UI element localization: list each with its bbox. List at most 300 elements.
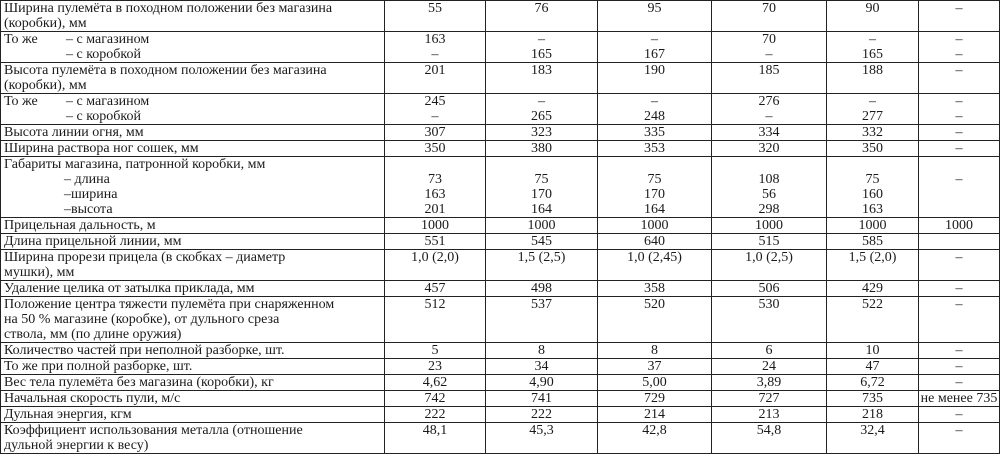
row-label-subitem: –ширина <box>64 187 118 202</box>
value-cell <box>712 423 827 454</box>
value-cell <box>919 359 1000 375</box>
value-cell <box>598 63 712 94</box>
table-row <box>1 141 1000 157</box>
cell-value: 167 <box>644 47 665 62</box>
cell-value: 45,3 <box>529 423 554 438</box>
row-label <box>1 359 385 375</box>
value-cell <box>598 32 712 63</box>
row-label <box>1 343 385 359</box>
row-label-line: (коробки), мм <box>4 78 87 93</box>
cell-value <box>712 157 826 172</box>
cell-value: 164 <box>644 202 665 217</box>
cell-value: не менее 735 <box>920 391 998 406</box>
cell-value: – <box>955 141 963 156</box>
cell-value: 47 <box>865 359 880 374</box>
value-cell <box>598 218 712 234</box>
row-label-line: Высота пулемёта в походном положении без магазина <box>4 63 327 78</box>
cell-value: 640 <box>644 234 665 249</box>
value-cell <box>385 297 486 343</box>
value-cell <box>919 234 1000 250</box>
cell-value: – <box>869 94 876 109</box>
value-cell <box>486 141 598 157</box>
cell-value: 248 <box>644 109 665 124</box>
value-cell <box>486 343 598 359</box>
row-label-subitem: –высота <box>64 202 113 217</box>
value-cell <box>712 141 827 157</box>
cell-value: 222 <box>531 407 552 422</box>
cell-value: 1,0 (2,5) <box>745 250 793 265</box>
value-cell <box>827 63 919 94</box>
value-cell <box>712 218 827 234</box>
cell-value: 350 <box>424 141 446 156</box>
value-cell <box>385 1 486 32</box>
cell-value: 380 <box>531 141 552 156</box>
value-cell <box>919 281 1000 297</box>
value-cell <box>712 234 827 250</box>
row-label-line: Начальная скорость пули, м/с <box>4 391 181 406</box>
value-cell <box>827 250 919 281</box>
table-row <box>1 32 1000 63</box>
cell-value: 741 <box>531 391 552 406</box>
value-cell <box>712 375 827 391</box>
row-label <box>1 94 385 125</box>
table-row <box>1 391 1000 407</box>
value-cell <box>598 1 712 32</box>
cell-value: – <box>538 32 545 47</box>
value-cell <box>919 63 1000 94</box>
value-cell <box>486 359 598 375</box>
cell-value: 1,5 (2,5) <box>517 250 566 265</box>
cell-value: – <box>955 63 963 78</box>
row-label-line: Положение центра тяжести пулемёта при снаряженном <box>4 297 335 312</box>
cell-value: 76 <box>534 1 549 16</box>
cell-value <box>486 157 597 172</box>
row-label <box>1 157 385 218</box>
value-cell <box>919 391 1000 407</box>
value-cell <box>385 234 486 250</box>
value-cell <box>385 281 486 297</box>
cell-value <box>827 157 918 172</box>
value-cell <box>385 407 486 423</box>
row-label-line: Удаление целика от затылка приклада, мм <box>4 281 255 296</box>
cell-value: 95 <box>647 1 662 16</box>
cell-value: 320 <box>758 141 780 156</box>
cell-value: 170 <box>644 187 665 202</box>
cell-value: 1000 <box>945 218 973 233</box>
cell-value: – <box>955 343 963 358</box>
value-cell <box>486 250 598 281</box>
cell-value: 222 <box>424 407 446 422</box>
row-label-line: Количество частей при неполной разборке, шт. <box>4 343 285 358</box>
row-label <box>1 250 385 281</box>
value-cell <box>486 297 598 343</box>
cell-value <box>919 187 999 202</box>
value-cell <box>712 125 827 141</box>
value-cell <box>385 391 486 407</box>
cell-value: 551 <box>424 234 446 249</box>
cell-value: – <box>955 1 963 16</box>
cell-value: 73 <box>428 172 442 187</box>
value-cell <box>827 281 919 297</box>
value-cell <box>712 297 827 343</box>
cell-value: – <box>955 250 963 265</box>
cell-value: 48,1 <box>422 423 448 438</box>
cell-value: 512 <box>424 297 446 312</box>
cell-value: – <box>955 109 963 124</box>
cell-value: – <box>955 281 963 296</box>
row-label <box>1 407 385 423</box>
cell-value: 160 <box>862 187 883 202</box>
cell-value: 515 <box>758 234 780 249</box>
value-cell <box>827 391 919 407</box>
value-cell <box>712 359 827 375</box>
value-cell <box>919 423 1000 454</box>
cell-value: 1000 <box>755 218 783 233</box>
value-cell <box>486 423 598 454</box>
value-cell <box>598 250 712 281</box>
value-cell <box>827 94 919 125</box>
cell-value: – <box>955 172 963 187</box>
value-cell <box>827 32 919 63</box>
cell-value: 163 <box>424 32 446 47</box>
value-cell <box>486 1 598 32</box>
table-row <box>1 375 1000 391</box>
value-cell <box>919 141 1000 157</box>
row-label-line: ствола, мм (по длине оружия) <box>4 327 182 342</box>
value-cell <box>827 343 919 359</box>
row-label-line: Высота линии огня, мм <box>4 125 144 140</box>
value-cell <box>385 218 486 234</box>
value-cell <box>712 63 827 94</box>
cell-value: 90 <box>865 1 880 16</box>
value-cell <box>486 125 598 141</box>
value-cell <box>486 63 598 94</box>
value-cell <box>919 218 1000 234</box>
value-cell <box>712 32 827 63</box>
cell-value: 188 <box>862 63 883 78</box>
cell-value: 1,0 (2,45) <box>627 250 682 265</box>
table-row <box>1 63 1000 94</box>
value-cell <box>598 94 712 125</box>
value-cell <box>919 157 1000 218</box>
cell-value: 56 <box>762 187 776 202</box>
cell-value: 163 <box>862 202 883 217</box>
cell-value: 735 <box>862 391 883 406</box>
cell-value: 75 <box>534 172 549 187</box>
row-label-line: Ширина пулемёта в походном положении без магазина <box>4 1 333 16</box>
cell-value: 165 <box>531 47 552 62</box>
value-cell <box>486 234 598 250</box>
table-row <box>1 125 1000 141</box>
cell-value: 277 <box>862 109 883 124</box>
value-cell <box>827 234 919 250</box>
value-cell <box>598 281 712 297</box>
row-label-line: мушки), мм <box>4 265 75 280</box>
table-row <box>1 234 1000 250</box>
value-cell <box>385 125 486 141</box>
cell-value: – <box>869 32 876 47</box>
row-label <box>1 234 385 250</box>
row-label-line: Длина прицельной линии, мм <box>4 234 182 249</box>
cell-value: – <box>765 109 773 124</box>
row-label-line: на 50 % магазине (коробке), от дульного среза <box>4 312 280 327</box>
specs-table-body <box>1 1 1000 454</box>
value-cell <box>827 297 919 343</box>
value-cell <box>919 32 1000 63</box>
cell-value: – <box>431 47 439 62</box>
cell-value: 32,4 <box>860 423 885 438</box>
cell-value: 742 <box>424 391 446 406</box>
cell-value: 5,00 <box>642 375 667 390</box>
row-label-line: Вес тела пулемёта без магазина (коробки), кг <box>4 375 274 390</box>
value-cell <box>827 125 919 141</box>
row-label <box>1 297 385 343</box>
cell-value: – <box>955 32 963 47</box>
value-cell <box>712 157 827 218</box>
cell-value: – <box>955 47 963 62</box>
value-cell <box>827 141 919 157</box>
value-cell <box>385 157 486 218</box>
cell-value: – <box>538 94 545 109</box>
cell-value: 429 <box>862 281 883 296</box>
table-row <box>1 407 1000 423</box>
row-label-line: То же при полной разборке, шт. <box>4 359 193 374</box>
cell-value <box>598 157 711 172</box>
row-label-prefix: То же <box>4 94 38 109</box>
value-cell <box>598 125 712 141</box>
cell-value: 201 <box>424 63 446 78</box>
row-label-line: Габариты магазина, патронной коробки, мм <box>4 157 266 172</box>
table-row <box>1 281 1000 297</box>
cell-value: 585 <box>862 234 883 249</box>
cell-value: 10 <box>865 343 880 358</box>
table-row <box>1 423 1000 454</box>
table-row <box>1 1 1000 32</box>
row-label <box>1 423 385 454</box>
cell-value: 350 <box>862 141 883 156</box>
value-cell <box>385 423 486 454</box>
value-cell <box>486 407 598 423</box>
cell-value <box>919 234 999 249</box>
row-label-line: Ширина раствора ног сошек, мм <box>4 141 199 156</box>
value-cell <box>385 141 486 157</box>
cell-value: 506 <box>758 281 780 296</box>
cell-value: – <box>955 423 963 438</box>
value-cell <box>827 157 919 218</box>
cell-value: 165 <box>862 47 883 62</box>
value-cell <box>486 157 598 218</box>
value-cell <box>712 407 827 423</box>
table-row <box>1 359 1000 375</box>
cell-value: 245 <box>424 94 446 109</box>
cell-value: – <box>955 297 963 312</box>
cell-value: – <box>651 94 658 109</box>
cell-value: 54,8 <box>756 423 782 438</box>
value-cell <box>486 281 598 297</box>
value-cell <box>598 157 712 218</box>
table-row <box>1 297 1000 343</box>
value-cell <box>598 234 712 250</box>
row-label-line: дульной энергии к весу) <box>4 438 149 453</box>
row-label <box>1 63 385 94</box>
cell-value: 37 <box>647 359 662 374</box>
row-label-subitem: – длина <box>64 172 110 187</box>
cell-value <box>919 157 999 172</box>
cell-value: 8 <box>651 343 658 358</box>
cell-value: 218 <box>862 407 883 422</box>
row-label <box>1 125 385 141</box>
value-cell <box>486 391 598 407</box>
value-cell <box>919 94 1000 125</box>
cell-value: – <box>765 47 773 62</box>
table-row <box>1 157 1000 218</box>
row-label <box>1 391 385 407</box>
value-cell <box>712 343 827 359</box>
value-cell <box>827 375 919 391</box>
row-label-subitem: – с магазином <box>66 32 150 47</box>
value-cell <box>598 343 712 359</box>
value-cell <box>827 423 919 454</box>
cell-value: 332 <box>862 125 883 140</box>
cell-value: 190 <box>644 63 665 78</box>
cell-value: 70 <box>762 32 776 47</box>
cell-value: 213 <box>758 407 780 422</box>
value-cell <box>712 281 827 297</box>
row-label-subitem: – с коробкой <box>66 109 142 124</box>
value-cell <box>598 423 712 454</box>
cell-value: 298 <box>758 202 780 217</box>
value-cell <box>919 407 1000 423</box>
cell-value: 4,90 <box>529 375 554 390</box>
row-label <box>1 32 385 63</box>
cell-value: 334 <box>758 125 780 140</box>
value-cell <box>486 32 598 63</box>
value-cell <box>919 125 1000 141</box>
row-label-line: (коробки), мм <box>4 16 87 31</box>
cell-value: 1000 <box>858 218 887 233</box>
cell-value: 163 <box>424 187 446 202</box>
cell-value: 201 <box>424 202 446 217</box>
cell-value: – <box>955 375 963 390</box>
row-label <box>1 218 385 234</box>
value-cell <box>919 250 1000 281</box>
cell-value: 55 <box>428 1 442 16</box>
value-cell <box>712 94 827 125</box>
cell-value: 1,0 (2,0) <box>411 250 459 265</box>
value-cell <box>598 391 712 407</box>
value-cell <box>598 141 712 157</box>
value-cell <box>486 218 598 234</box>
cell-value: – <box>651 32 658 47</box>
cell-value: 1000 <box>640 218 669 233</box>
cell-value: – <box>955 359 963 374</box>
value-cell <box>385 94 486 125</box>
value-cell <box>598 375 712 391</box>
row-label-line: Ширина прорези прицела (в скобках – диаметр <box>4 250 286 265</box>
cell-value: 265 <box>531 109 552 124</box>
value-cell <box>919 375 1000 391</box>
cell-value: – <box>955 407 963 422</box>
cell-value <box>919 202 999 217</box>
cell-value: 498 <box>531 281 552 296</box>
row-label-line: Дульная энергия, кгм <box>4 407 132 422</box>
cell-value <box>385 157 485 172</box>
cell-value: 75 <box>647 172 662 187</box>
cell-value: 335 <box>644 125 665 140</box>
row-label-line: Прицельная дальность, м <box>4 218 156 233</box>
cell-value: 183 <box>531 63 552 78</box>
cell-value: 185 <box>758 63 780 78</box>
value-cell <box>712 391 827 407</box>
cell-value: 24 <box>762 359 776 374</box>
table-row <box>1 343 1000 359</box>
cell-value: 8 <box>538 343 545 358</box>
row-label <box>1 281 385 297</box>
row-label-line: Коэффициент использования металла (отношение <box>4 423 303 438</box>
cell-value: 6,72 <box>860 375 885 390</box>
cell-value: 1000 <box>421 218 449 233</box>
cell-value: 307 <box>424 125 446 140</box>
cell-value: 353 <box>644 141 665 156</box>
cell-value: 108 <box>758 172 780 187</box>
value-cell <box>919 297 1000 343</box>
cell-value: 520 <box>644 297 665 312</box>
value-cell <box>385 375 486 391</box>
cell-value: 358 <box>644 281 665 296</box>
cell-value: 75 <box>865 172 880 187</box>
table-row <box>1 250 1000 281</box>
table-row <box>1 94 1000 125</box>
cell-value: – <box>955 125 963 140</box>
row-label-prefix: То же <box>4 32 38 47</box>
value-cell <box>712 250 827 281</box>
cell-value: 1,5 (2,0) <box>848 250 897 265</box>
row-label <box>1 1 385 32</box>
cell-value: 23 <box>428 359 442 374</box>
cell-value: 323 <box>531 125 552 140</box>
cell-value: 3,89 <box>756 375 782 390</box>
value-cell <box>385 32 486 63</box>
cell-value: 276 <box>758 94 780 109</box>
cell-value: 522 <box>862 297 883 312</box>
cell-value: 1000 <box>527 218 556 233</box>
value-cell <box>919 1 1000 32</box>
value-cell <box>598 297 712 343</box>
value-cell <box>598 407 712 423</box>
value-cell <box>827 1 919 32</box>
cell-value: 6 <box>765 343 773 358</box>
cell-value: 530 <box>758 297 780 312</box>
cell-value: 170 <box>531 187 552 202</box>
row-label-subitem: – с магазином <box>66 94 150 109</box>
value-cell <box>919 343 1000 359</box>
value-cell <box>385 250 486 281</box>
value-cell <box>385 63 486 94</box>
value-cell <box>385 343 486 359</box>
cell-value: – <box>431 109 439 124</box>
table-row <box>1 218 1000 234</box>
row-label <box>1 375 385 391</box>
cell-value: 537 <box>531 297 552 312</box>
cell-value: 34 <box>534 359 549 374</box>
cell-value: 164 <box>531 202 552 217</box>
cell-value: 5 <box>431 343 439 358</box>
cell-value: 4,62 <box>422 375 448 390</box>
cell-value: 729 <box>644 391 665 406</box>
cell-value: 214 <box>644 407 665 422</box>
value-cell <box>486 94 598 125</box>
value-cell <box>827 359 919 375</box>
